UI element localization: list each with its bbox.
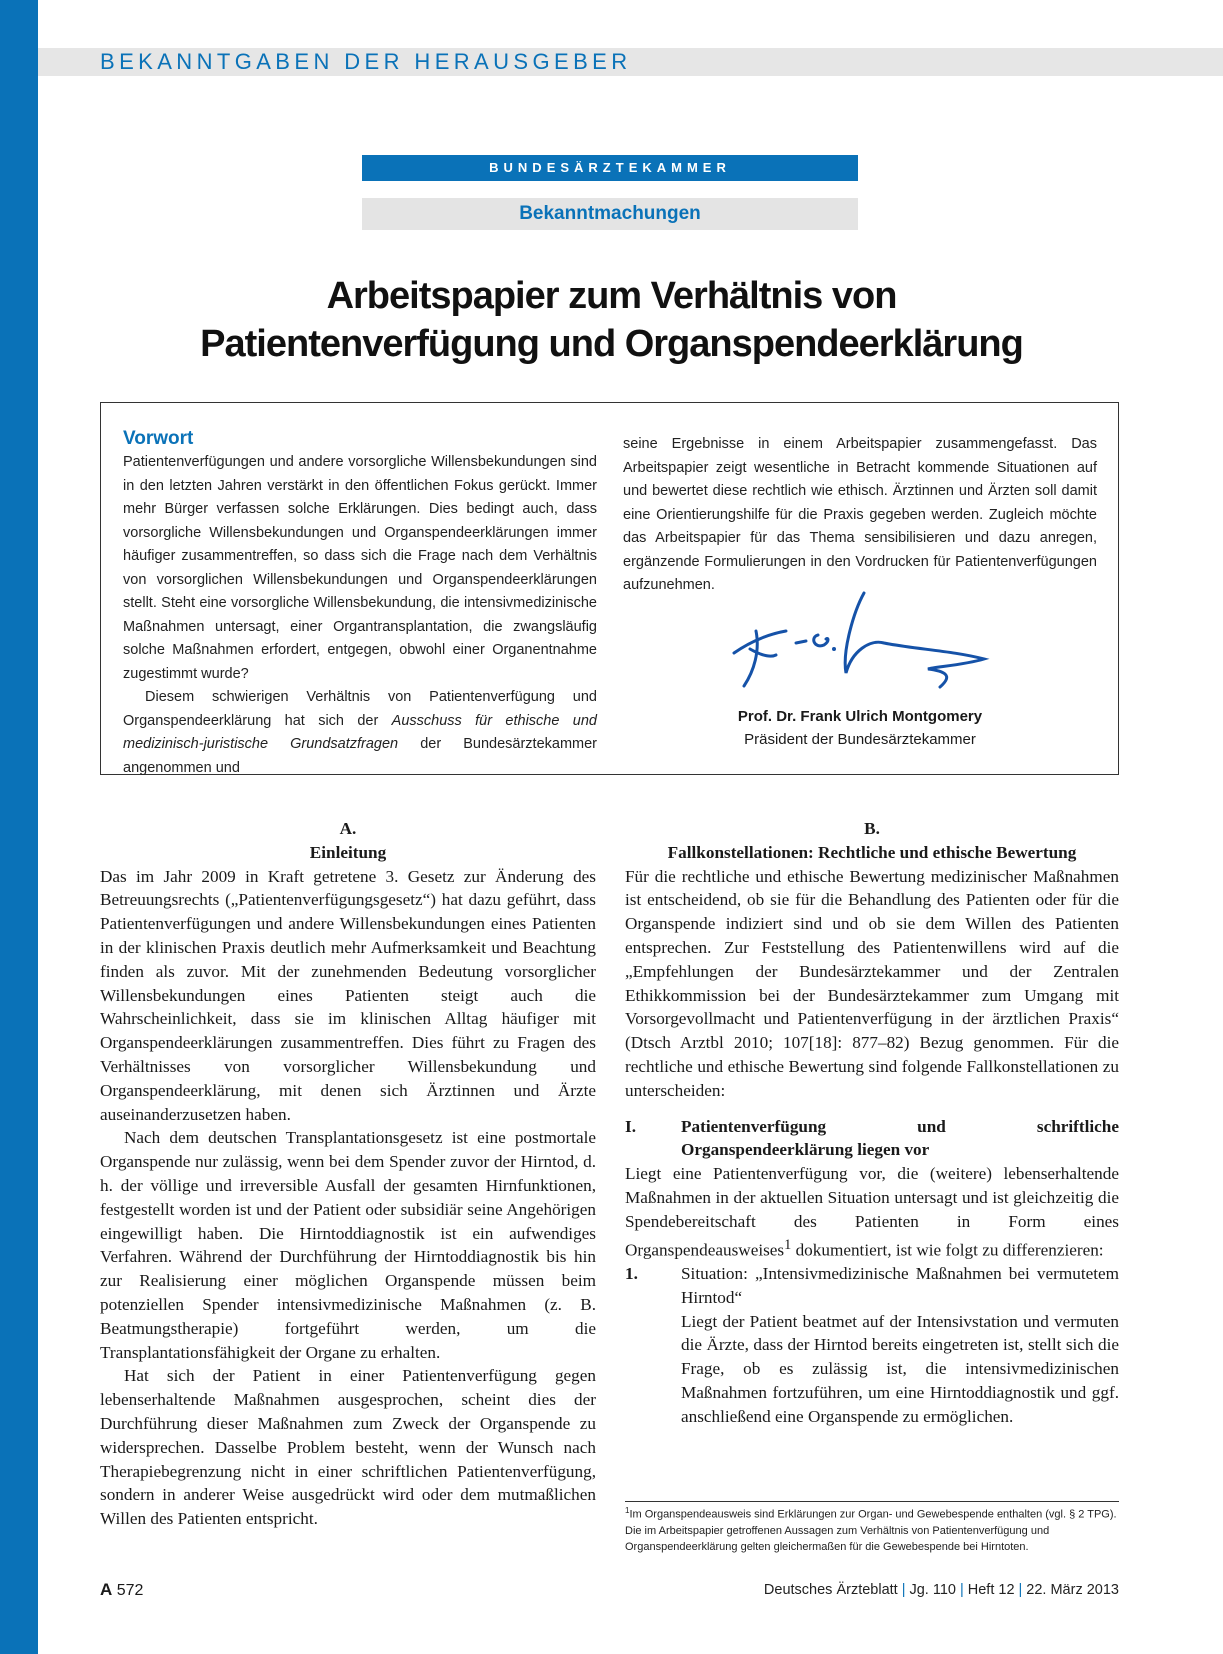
signature-image bbox=[714, 591, 1014, 701]
journal-citation bbox=[764, 1582, 1119, 1598]
section-b-paragraph-1: Für die rechtliche und ethische Bewertung medizinischer Maßnahmen ist entscheidend, ob sie für die Behandlung des Patienten oder für die Organspende indiziert sind und ob sie dem Willen des Patienten entsprechen. Zur Feststellung des Patientenwillens wird auf die „Empfehlungen der Bundesärztekammer und der Zentralen Ethikkommission bei der Bundesärztekammer zum Umgang mit Vorsorgevollmacht und Patientenverfügung in der ärztlichen Praxis“ (Dtsch Arztbl 2010; 107[18]: 877–82) Bezug genommen. Für die rechtliche und ethische Bewertung sind folgende Fallkonstellationen zu unterscheiden: bbox=[625, 866, 1119, 1100]
situation-1-body bbox=[681, 1262, 1119, 1429]
preface-p2-text: Diesem schwierigen Verhältnis von Patientenverfügung und Organspendeerklärung hat sich der bbox=[123, 689, 597, 729]
left-accent-bar bbox=[0, 0, 38, 1654]
situation-1-text: Liegt der Patient beatmet auf der Intensivstation und vermuten die Ärzte, dass der Hirntod bereits eingetreten ist, stellt sich die Frage, ob es zulässig ist, die intensivmedizinischen Maßnahmen fortzuführen, um eine Hirntoddiagnostik und ggf. anschließend eine Organspende zu ermöglichen. bbox=[681, 1311, 1119, 1426]
signer-role: Präsident der Bundesärztekammer bbox=[744, 731, 976, 748]
page-title bbox=[100, 272, 1123, 368]
separator: | bbox=[959, 1582, 964, 1598]
subsection-i-number: I. bbox=[625, 1116, 636, 1136]
spacer bbox=[625, 1103, 1119, 1115]
title-line-1: Arbeitspapier zum Verhältnis von bbox=[326, 275, 897, 317]
situation-1-number: 1. bbox=[625, 1264, 638, 1284]
footnote-reference: 1 bbox=[784, 1236, 792, 1253]
journal-issue: Heft 12 bbox=[967, 1582, 1015, 1598]
title-line-2: Patientenverfügung und Organspendeerklärung bbox=[200, 323, 1023, 365]
preface-left-column bbox=[123, 427, 597, 780]
section-b-letter: B. bbox=[864, 819, 880, 838]
preface-paragraph-2 bbox=[123, 686, 597, 780]
footnote-mark: 1 bbox=[625, 1506, 630, 1515]
preface-right-column bbox=[623, 433, 1097, 598]
signer-name: Prof. Dr. Frank Ulrich Montgomery bbox=[737, 708, 983, 725]
footnote-rule bbox=[625, 1501, 1119, 1502]
section-b-title: Fallkonstellationen: Rechtliche und ethische Bewertung bbox=[667, 842, 1077, 862]
journal-name: Deutsches Ärzteblatt bbox=[763, 1582, 898, 1598]
preface-p2-end: der Bundesärztekammer angenommen und bbox=[123, 736, 598, 776]
subsection-bar: Bekanntmachungen bbox=[362, 198, 858, 230]
page-number-value: 572 bbox=[116, 1582, 144, 1599]
preface-heading: Vorwort bbox=[123, 428, 194, 449]
section-b-p2-end: dokumentiert, ist wie folgt zu differenzieren: bbox=[791, 1240, 1104, 1260]
section-a-paragraph-2: Nach dem deutschen Transplantationsgesetz ist eine postmortale Organspende nur zulässig, wenn bei dem Spender zuvor der Hirntod, d. h. der völlige und irreversible Ausfall der gesamten Hirnfunktionen, festgestellt worden ist und der Patient oder subsidiär seine Angehörigen eingewilligt haben. Die Hirntoddiagnostik ist ein aufwendiges Verfahren. Während der Durchführung der Hirntoddiagnostik bis hin zur Realisierung einer möglichen Organspende müssen beim potenziellen Spender intensivmedizinische Maßnahmen (z. B. Beatmungstherapie) fortgeführt werden, um die Transplantationsfähigkeit der Organe zu erhalten. bbox=[100, 1128, 596, 1362]
committee-name: Ausschuss für ethische und medizinisch-juristische Grundsatzfragen bbox=[123, 712, 597, 752]
footnote-text: Im Organspendeausweis sind Erklärungen zur Organ- und Gewebespende enthalten (vgl. § 2 TPG). Die im Arbeitspapier getroffenen Aussagen zum Verhältnis von Patientenverfügung und Organspendeerklärung gelten gleichermaßen für die Gewebespende bei Hirntoten. bbox=[625, 1508, 1117, 1553]
section-b-column bbox=[625, 817, 1119, 1429]
section-a-title: Einleitung bbox=[309, 842, 387, 862]
section-a-paragraph-3: Hat sich der Patient in einer Patientenverfügung gegen lebenserhaltende Maßnahmen ausgesprochen, scheint dies der Durchführung dieser Maßnahmen zum Zweck der Organspende zu widersprechen. Dasselbe Problem besteht, wenn der Wunsch nach Therapiebegrenzung nicht in einer schriftlichen Patientenverfügung, sondern in anderer Weise ausgedrückt wird oder dem mutmaßlichen Willen des Patienten entspricht. bbox=[100, 1366, 596, 1529]
separator: | bbox=[1018, 1582, 1023, 1598]
section-a-paragraph-1: Das im Jahr 2009 in Kraft getretene 3. Gesetz zur Änderung des Betreuungsrechts („Patientenverfügungsgesetz“) hat dazu geführt, dass Patientenverfügungen und andere Willensbekundungen eines Patienten in der klinischen Praxis deutlich mehr Aufmerksamkeit und Beachtung finden als zuvor. Mit der zunehmenden Bedeutung vorsorglicher Willensbekundungen eines Patienten steigt auch die Wahrscheinlichkeit, dass sie im klinischen Alltag häufiger mit Organspendeerklärungen zusammentreffen. Dies führt zu Fragen des Verhältnisses von vorsorglicher Willensbekundung und Organspendeerklärung, mit denen sich Ärztinnen und Ärzte auseinanderzusetzen haben. bbox=[100, 866, 596, 1124]
organization-bar: BUNDESÄRZTEKAMMER bbox=[362, 155, 858, 181]
preface-box bbox=[100, 402, 1119, 775]
section-a-column bbox=[100, 817, 596, 1531]
journal-date: 22. März 2013 bbox=[1026, 1582, 1119, 1598]
situation-1-title: Situation: „Intensivmedizinische Maßnahmen bei vermutetem Hirntod“ bbox=[681, 1264, 1119, 1307]
section-label: BEKANNTGABEN DER HERAUSGEBER bbox=[100, 49, 632, 74]
separator: | bbox=[901, 1582, 906, 1598]
preface-paragraph-3: seine Ergebnisse in einem Arbeitspapier zusammengefasst. Das Arbeitspapier zeigt wesentliche in Betracht kommende Situationen auf und bewertet diese rechtlich wie ethisch. Ärztinnen und Ärzten soll damit eine Orientierungshilfe für die Praxis gegeben werden. Zugleich möchte das Arbeitspapier für das Thema sensibilisieren und dazu anregen, ergänzende Formulierungen in den Vordrucken für Patientenverfügungen aufzunehmen. bbox=[623, 436, 1097, 593]
header-band bbox=[38, 48, 1223, 76]
section-b-p2-text: Liegt eine Patientenverfügung vor, die (weitere) lebenserhaltende Maßnahmen in der aktuellen Situation untersagt und ist gleichzeitig die Spendebereitschaft des Patienten in Form eines Organspendeausweises bbox=[625, 1164, 1119, 1260]
page-prefix: A bbox=[100, 1580, 113, 1599]
preface-paragraph-1: Patientenverfügungen und andere vorsorgliche Willensbekundungen sind in den letzten Jahren verstärkt in den öffentlichen Fokus gerückt. Immer mehr Bürger verfassen solche Erklärungen. Dies bedingt auch, dass vorsorgliche Willensbekundungen und Organspendeerklärungen immer häufiger zusammentreffen, so dass sich die Frage nach dem Verhältnis von vorsorglichen Willensbekundungen und Organspendeerklärungen stellt. Steht eine vorsorgliche Willensbekundung, die intensivmedizinische Maßnahmen untersagt, einer Organtransplantation, die zwangsläufig solche Maßnahmen erfordert, entgegen, obwohl einer Organentnahme zugestimmt wurde? bbox=[123, 454, 597, 682]
subsection-i-title: Patientenverfügung und schriftliche Organspendeerklärung liegen vor bbox=[681, 1116, 1119, 1160]
subsection-i-heading bbox=[625, 1115, 1119, 1163]
page-number bbox=[100, 1580, 143, 1600]
journal-volume: Jg. 110 bbox=[909, 1582, 956, 1598]
section-a-letter: A. bbox=[339, 819, 357, 838]
footnote bbox=[625, 1503, 1119, 1555]
situation-1 bbox=[625, 1262, 1119, 1429]
section-b-paragraph-2 bbox=[625, 1162, 1119, 1262]
